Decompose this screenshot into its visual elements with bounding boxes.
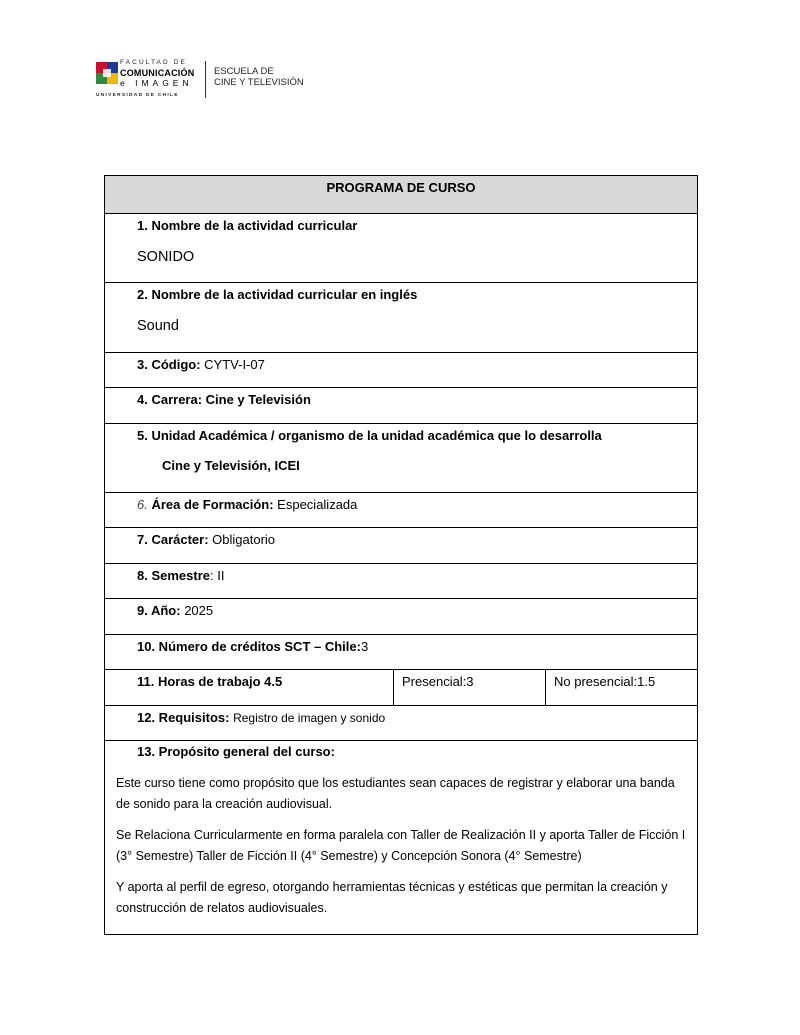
- purpose-paragraph-2: Se Relaciona Curricularmente en forma paralela con Taller de Realización II y aporta Taller de Ficción I (3° Semestre) Taller de Ficción II (4° Semestre) y Concepción Sonora (4° Semestre): [116, 828, 686, 863]
- purpose-paragraph-3: Y aporta al perfil de egreso, otorgando herramientas técnicas y estéticas que permitan la creación y construcción de relatos audiovisuales.: [116, 880, 668, 915]
- section-course-name: 1. Nombre de la actividad curricular SONIDO: [105, 213, 697, 282]
- section-work-hours: 11. Horas de trabajo 4.5 Presencial:3 No presencial:1.5: [105, 669, 697, 705]
- section-course-name-english: 2. Nombre de la actividad curricular en inglés Sound: [105, 282, 697, 352]
- section-academic-unit: 5. Unidad Académica / organismo de la unidad académica que lo desarrolla Cine y Televisión, ICEI: [105, 423, 697, 492]
- school-name: ESCUELA DE CINE Y TELEVISIÓN: [214, 66, 304, 88]
- course-program-table: [104, 175, 698, 935]
- section-credits: 10. Número de créditos SCT – Chile:3: [105, 634, 697, 669]
- section-code: 3. Código: CYTV-I-07: [105, 352, 697, 387]
- section-career: 4. Carrera: Cine y Televisión: [105, 387, 697, 423]
- section-requirements: 12. Requisitos: Registro de imagen y sonido: [105, 705, 697, 740]
- faculty-name: FACULTAD DE COMUNICACIÓN e IMAGEN: [120, 59, 195, 88]
- section-general-purpose: 13. Propósito general del curso: Este curso tiene como propósito que los estudiantes sean capaces de registrar y elaborar una banda de sonido para la creación audiovisual. Se Relaciona Curricularmente en forma paralela con Taller de Realización II y aporta Taller de Ficción I (3° Semestre) Taller de Ficción II (4° Semestre) y Concepción Sonora (4° Semestre) Y aporta al perfil de egreso, otorgando herramientas técnicas y estéticas que permitan la creación y construcción de relatos audiovisuales.: [105, 740, 697, 934]
- section-year: 9. Año: 2025: [105, 598, 697, 634]
- logo-divider: [205, 61, 206, 98]
- university-name: UNIVERSIDAD DE CHILE: [96, 93, 179, 98]
- purpose-paragraph-1: Este curso tiene como propósito que los estudiantes sean capaces de registrar y elaborar una banda de sonido para la creación audiovisual.: [116, 776, 675, 811]
- section-semester: 8. Semestre: II: [105, 563, 697, 598]
- section-training-area: 6. Área de Formación: Especializada: [105, 492, 697, 527]
- table-title: PROGRAMA DE CURSO: [105, 176, 697, 213]
- section-character: 7. Carácter: Obligatorio: [105, 527, 697, 563]
- faculty-emblem-icon: [96, 62, 118, 84]
